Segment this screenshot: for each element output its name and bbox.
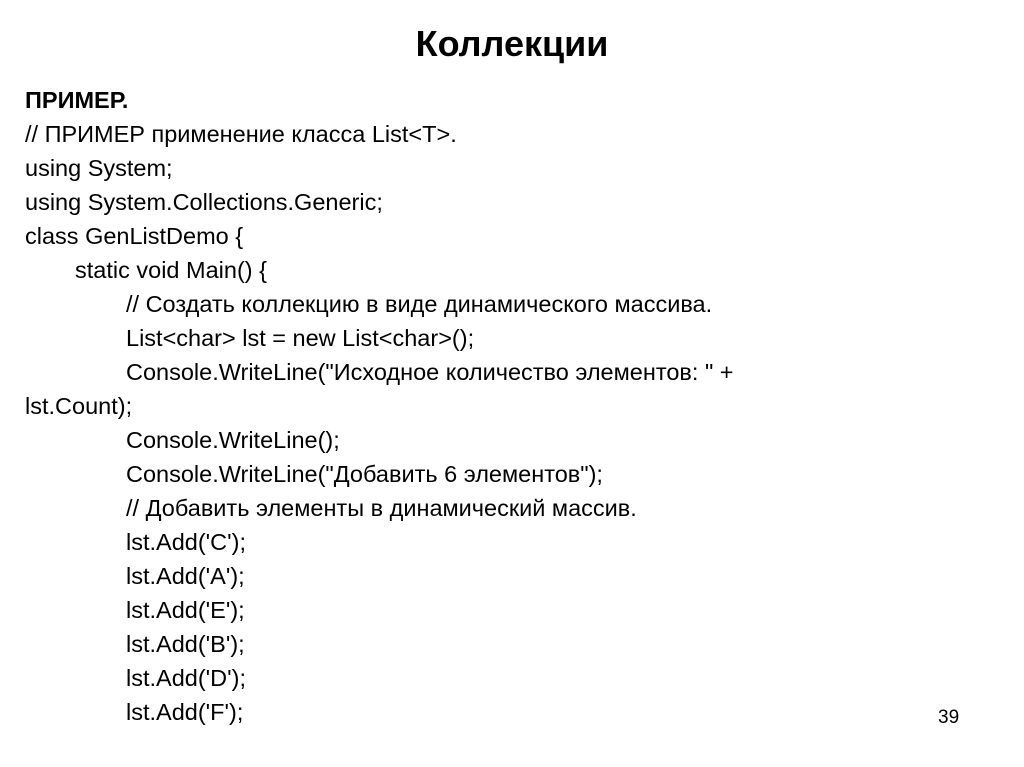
- code-line: static void Main() {: [75, 257, 267, 283]
- code-listing: [25, 83, 985, 729]
- code-line: lst.Add('C');: [126, 529, 246, 555]
- code-line: using System.Collections.Generic;: [25, 189, 383, 215]
- code-line: class GenListDemo {: [25, 223, 244, 249]
- code-line: Console.WriteLine("Исходное количество элементов: " +: [126, 359, 734, 385]
- code-line: // Создать коллекцию в виде динамического массива.: [126, 291, 713, 317]
- code-line: lst.Add('A');: [126, 563, 245, 589]
- code-line: Console.WriteLine();: [126, 427, 340, 453]
- page-number: 39: [938, 707, 960, 728]
- code-line: lst.Add('D');: [126, 665, 246, 691]
- code-line: using System;: [25, 155, 173, 181]
- code-line: lst.Add('B');: [126, 631, 245, 657]
- code-line: lst.Add('E');: [126, 597, 245, 623]
- code-line: // Добавить элементы в динамический массив.: [126, 495, 637, 521]
- code-line: Console.WriteLine("Добавить 6 элементов");: [126, 461, 603, 487]
- code-line: lst.Count);: [25, 393, 133, 419]
- code-line: ПРИМЕР.: [25, 87, 129, 113]
- code-line: lst.Add('F');: [126, 699, 244, 725]
- code-line: // ПРИМЕР применение класса List<T>.: [25, 121, 457, 147]
- code-line: List<char> lst = new List<char>();: [126, 325, 475, 351]
- slide-title: Коллекции: [415, 23, 609, 64]
